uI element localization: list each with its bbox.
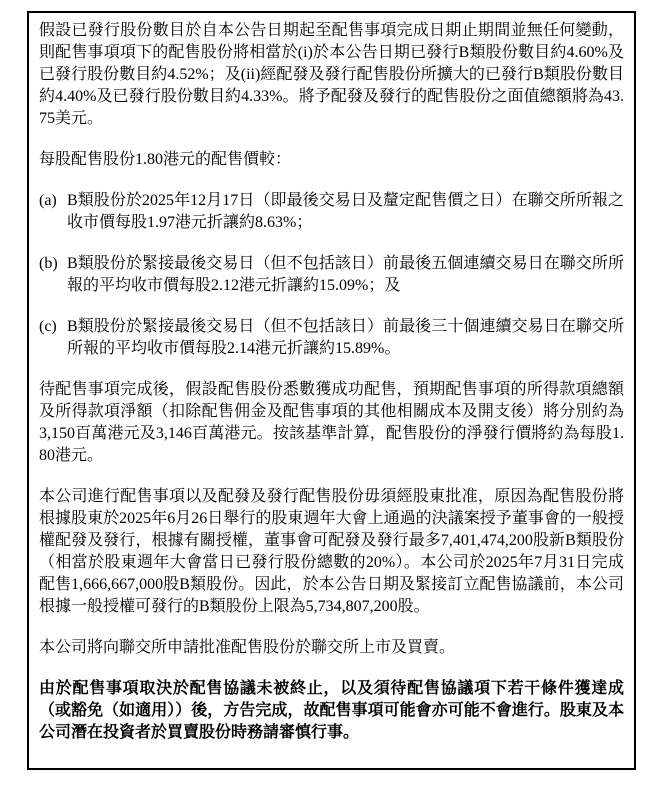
list-text-b: B類股份於緊接最後交易日（但不包括該日）前最後五個連續交易日在聯交所所報的平均收市價每股2.12港元折讓約15.09%；及 [67, 255, 624, 294]
list-label-a: (a) [39, 192, 57, 209]
list-text-a: B類股份於2025年12月17日（即最後交易日及釐定配售價之日）在聯交所所報之收市價每股1.97港元折讓約8.63%； [67, 192, 624, 231]
document-border-frame [27, 11, 636, 770]
paragraph-issued-shares-assumption: 假設已發行股份數目於自本公告日期起至配售事項完成日期止期間並無任何變動，則配售事項項下的配售股份將相當於(i)於本公告日期已發行B類股份數目約4.60%及已發行股份數目約4.52%；及(ii)經配發及發行配售股份所擴大的已發行B類股份數目約4.40%及已發行股份數目約4.33%。將予配發及發行的配售股份之面值總額將為43.75美元。 [39, 22, 624, 127]
list-label-c: (c) [39, 318, 57, 335]
paragraph-warning-bold: 由於配售事項取決於配售協議未被終止，以及須待配售協議項下若干條件獲達成（或豁免（如適用））後，方告完成，故配售事項可能會亦可能不會進行。股東及本公司潛在投資者於買賣股份時務請審慎行事。 [39, 680, 624, 741]
paragraph-general-mandate: 本公司進行配售事項以及配發及發行配售股份毋須經股東批准，原因為配售股份將根據股東於2025年6月26日舉行的股東週年大會上通過的決議案授予董事會的一般授權配發及發行，根據有關授權，董事會可配發及發行最多7,401,474,200股新B類股份（相當於股東週年大會當日已發行股份總數的20%）。本公司於2025年7月31日完成配售1,666,667,000股B類股份。因此，於本公告日期及緊接訂立配售協議前，本公司根據一般授權可發行的B類股份上限為5,734,807,200股。 [39, 488, 624, 615]
list-item-c [39, 316, 624, 360]
paragraph-listing-application: 本公司將向聯交所申請批准配售股份於聯交所上市及買賣。 [39, 639, 456, 656]
list-item-b [39, 253, 624, 297]
paragraph-proceeds: 待配售事項完成後，假設配售股份悉數獲成功配售，預期配售事項的所得款項總額及所得款項淨額（扣除配售佣金及配售事項的其他相關成本及開支後）將分別約為3,150百萬港元及3,146百萬港元。按該基準計算，配售股份的淨發行價將約為每股1.80港元。 [39, 381, 624, 464]
list-text-c: B類股份於緊接最後交易日（但不包括該日）前最後三十個連續交易日在聯交所所報的平均收市價每股2.14港元折讓約15.89%。 [67, 318, 624, 357]
list-item-a [39, 190, 624, 234]
list-label-b: (b) [39, 255, 58, 272]
paragraph-placing-price-intro: 每股配售股份1.80港元的配售價較： [39, 151, 292, 168]
